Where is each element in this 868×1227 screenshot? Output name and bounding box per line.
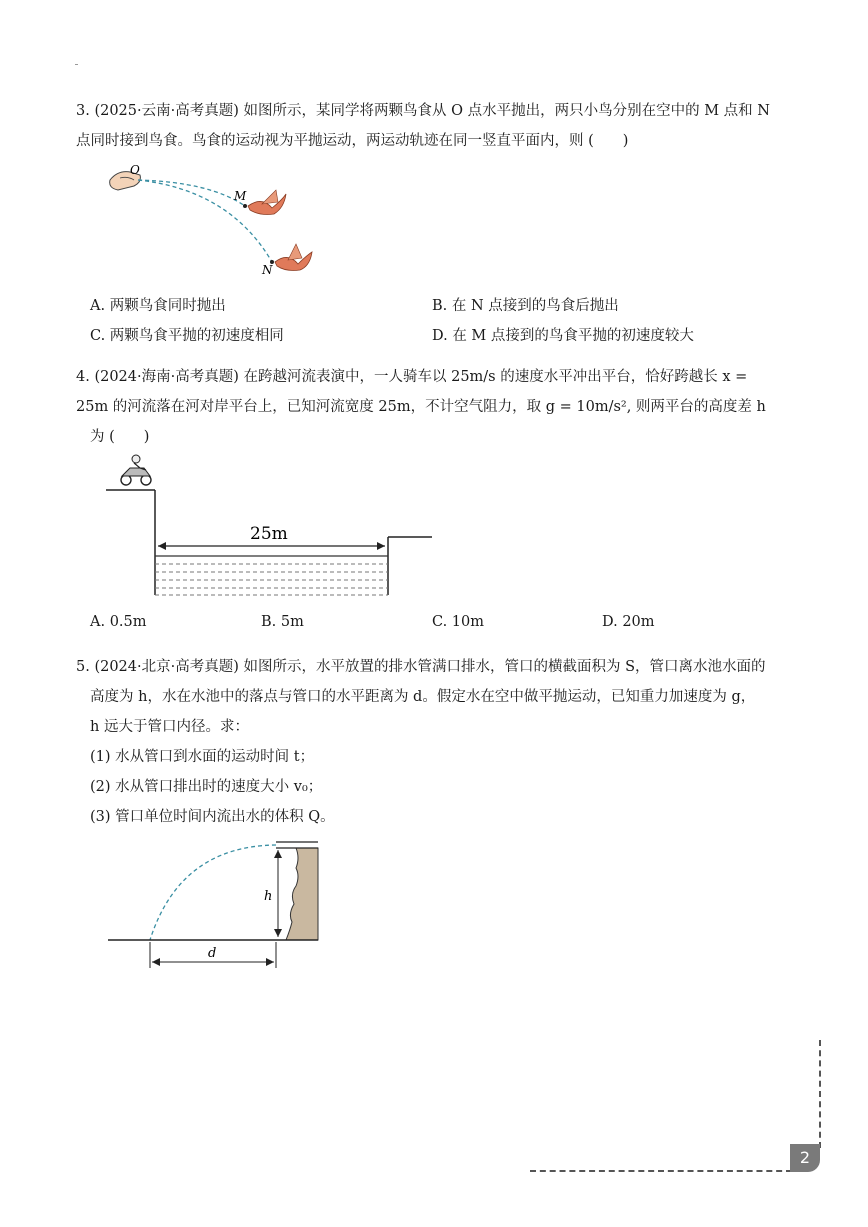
distance-label-d: d <box>208 946 217 961</box>
trajectory-n <box>138 180 272 262</box>
trajectory-m <box>138 180 245 206</box>
q4-stem-line-1: 4. (2024·海南·高考真题) 在跨越河流表演中，一人骑车以 25m/s 的速度水平冲出平台，恰好跨越长 x = <box>76 369 748 385</box>
q4-figure <box>100 452 440 602</box>
q4-option-d[interactable]: D. 20m <box>602 614 655 630</box>
motorcycle-rider-icon <box>121 455 151 485</box>
page-number: 2 <box>790 1144 820 1172</box>
height-label-h: h <box>264 889 273 904</box>
q4-option-a[interactable]: A. 0.5m <box>90 614 147 630</box>
q3-option-d[interactable]: D. 在 M 点接到的鸟食平抛的初速度较大 <box>432 328 694 344</box>
q3-option-c[interactable]: C. 两颗鸟食平抛的初速度相同 <box>90 328 284 344</box>
q4-stem-line-2: 25m 的河流落在河对岸平台上，已知河流宽度 25m，不计空气阻力，取 g = 10m/s², 则两平台的高度差 h <box>76 399 766 415</box>
bird-m-icon <box>248 190 286 215</box>
q5-stem-line-3: h 远大于管口内径。求： <box>90 719 249 735</box>
q5-figure <box>100 830 330 970</box>
q5-stem-line-1: 5. (2024·北京·高考真题) 如图所示，水平放置的排水管满口排水，管口的横截面积为 S，管口离水池水面的 <box>76 659 766 675</box>
page-corner-dashed-horizontal <box>530 1170 792 1172</box>
point-m <box>243 204 247 208</box>
water-trajectory <box>150 845 276 940</box>
q4-option-b[interactable]: B. 5m <box>261 614 304 630</box>
q3-stem-line-1: 3. (2025·云南·高考真题) 如图所示，某同学将两颗鸟食从 O 点水平抛出，两只小鸟分别在空中的 M 点和 N <box>76 103 770 119</box>
question-5 <box>76 652 816 832</box>
rock-wall <box>286 848 318 940</box>
q4-option-c[interactable]: C. 10m <box>432 614 484 630</box>
label-n: N <box>262 263 273 277</box>
q5-stem-line-2: 高度为 h，水在水池中的落点与管口的水平距离为 d。假定水在空中做平抛运动，已知重力加速度为 g， <box>90 689 756 705</box>
q3-option-a[interactable]: A. 两颗鸟食同时抛出 <box>90 298 226 314</box>
q3-option-b[interactable]: B. 在 N 点接到的鸟食后抛出 <box>432 298 619 314</box>
river-width-label: 25m <box>250 524 288 544</box>
question-3 <box>76 96 816 156</box>
q5-sub-question-3: (3) 管口单位时间内流出水的体积 Q。 <box>90 809 335 825</box>
q5-sub-question-2: (2) 水从管口排出时的速度大小 v₀； <box>90 779 323 795</box>
q4-stem-line-3: 为 ( ) <box>90 429 150 445</box>
label-m: M <box>234 189 247 203</box>
q3-stem-line-2: 点同时接到鸟食。鸟食的运动视为平抛运动，两运动轨迹在同一竖直平面内，则 ( ) <box>76 133 629 149</box>
question-4 <box>76 362 816 452</box>
bird-n-icon <box>275 244 312 271</box>
q5-sub-question-1: (1) 水从管口到水面的运动时间 t； <box>90 749 315 765</box>
q3-figure <box>100 160 320 280</box>
page-corner-dashed-vertical <box>819 1040 821 1148</box>
label-o: O <box>130 163 140 177</box>
scan-speck <box>75 64 78 65</box>
